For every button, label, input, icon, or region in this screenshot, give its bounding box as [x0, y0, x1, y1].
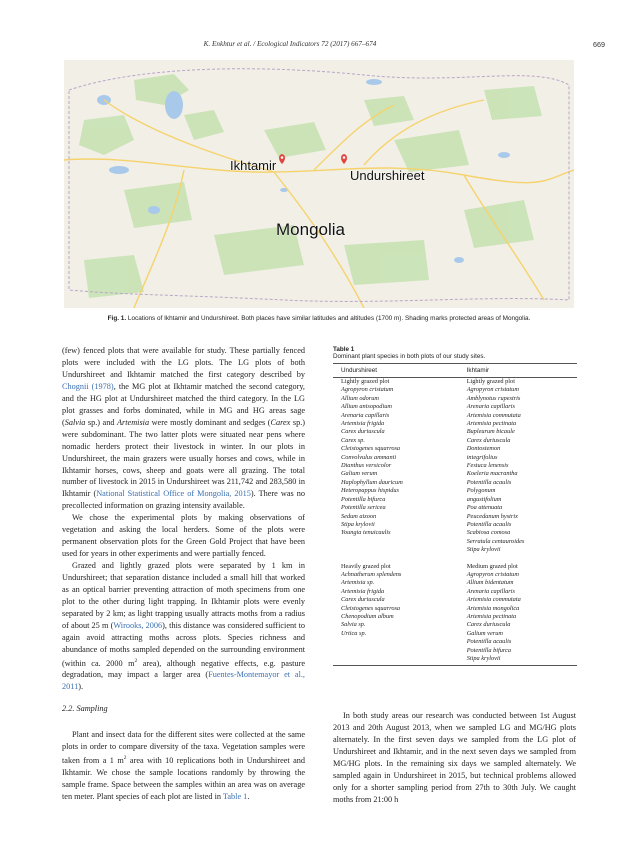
table-row	[333, 596, 577, 604]
table-cell: Heavily grazed plot	[341, 562, 391, 570]
table-cell: Dianthus versicolor	[341, 462, 392, 470]
table-cell: Stipa krylovii	[341, 520, 375, 528]
table-link[interactable]: Table 1	[222, 791, 248, 801]
table-cell: Agropyron cristatum	[466, 570, 519, 578]
table-row	[333, 395, 577, 403]
table-subtitle: Dominant plant species in both plots of our study sites.	[333, 353, 486, 360]
table-cell: Allium bidentatum	[466, 579, 514, 587]
table-row	[333, 496, 577, 504]
table-row	[333, 563, 577, 571]
table-cell: Peucedanum hystrix	[466, 512, 518, 520]
table-cell: Stipa krylovii	[466, 546, 501, 554]
table-cell: Arenaria capillaris	[466, 403, 515, 411]
table-cell	[333, 546, 459, 554]
table-cell: Amblynotus rupestris	[466, 394, 521, 402]
table-cell: Achnatherum splendens	[341, 570, 402, 578]
table-cell: integrifolius	[466, 453, 498, 461]
table-cell: Agropyron cristatum	[341, 386, 394, 394]
table-cell: Potentilla acaulis	[466, 478, 512, 486]
table-cell: Carex duriuscula	[466, 436, 511, 444]
table-cell: Potentilla bifurca	[466, 646, 512, 654]
table-row	[333, 403, 577, 411]
table-cell: Stipa krylovii	[459, 655, 577, 666]
table-row	[333, 386, 577, 394]
table-row	[333, 647, 577, 655]
table-row	[333, 437, 577, 445]
table-row	[333, 529, 577, 537]
label-undurshireet: Undurshireet	[350, 168, 425, 183]
left-column	[62, 345, 305, 803]
table-cell: Artemisia sp.	[341, 579, 375, 587]
table-cell: Bupleurum bicaule	[466, 428, 515, 436]
table-cell: Youngia tenuicaulis	[341, 529, 391, 537]
table-cell: Convolvulus ammanii	[341, 453, 397, 461]
paragraph: Grazed and lightly grazed plots were separated by 1 km in Undurshireet; that separation distance included a small hill that worked as an optical barrier preventing attraction of moth specimens from one plot to the other during light trapping. In Ikhtamir plots were evenly separated by 2 km; as light trapping usually attracts moths from a radius of about 25 m (Wirooks, 2006), this distance was considered sufficient to again avoid attracting moths across plots. Species richness and abundance of moths sampled depended on the surrounding environment (within ca. 2000 $m^2$ area), although negative effects, e.g. pasture degradation, may impact a larger area (Fuentes-Montemayor et al., 2011).	[62, 561, 305, 692]
table-row	[333, 579, 577, 587]
table-cell: Urtica sp.	[341, 629, 367, 637]
table-cell: Arenaria capillaris	[466, 587, 515, 595]
table-cell: Cleistogenes squarrosa	[341, 445, 401, 453]
table-cell	[333, 538, 459, 546]
table-title: Table 1	[333, 346, 355, 353]
table-row	[333, 546, 577, 554]
citation-link[interactable]: Wirooks, 2006	[113, 620, 163, 630]
table-row	[333, 613, 577, 621]
table-row	[333, 621, 577, 629]
label-ikhtamir: Ikhtamir	[230, 158, 277, 173]
table-cell: Potentilla acaulis	[466, 520, 512, 528]
table-cell: Polygonum	[466, 487, 496, 495]
table-cell: Cleistogenes squarrosa	[341, 604, 401, 612]
table-cell: Medium grazed plot	[466, 562, 518, 570]
citation-link[interactable]: Chognii (1978)	[62, 381, 114, 391]
table-cell: Agropyron cristatum	[466, 386, 519, 394]
table-cell: Festuca lenensis	[466, 462, 509, 470]
figure-caption	[64, 315, 574, 322]
table-row	[333, 630, 577, 638]
table-cell	[333, 638, 459, 646]
table-cell: Artemisia frigida	[341, 420, 385, 428]
table-cell: Sedum aizoon	[341, 512, 377, 520]
section-heading: 2.2. Sampling	[62, 704, 108, 714]
table-header: Ikhtamir	[459, 364, 577, 378]
species-table	[333, 363, 577, 666]
table-row	[333, 555, 577, 563]
table-cell: Scabiosa comosa	[466, 529, 511, 537]
figure-label: Fig. 1.	[107, 315, 127, 322]
table-cell: Artemisia pectinata	[466, 420, 517, 428]
table-cell: Galium verum	[466, 629, 503, 637]
table-row	[333, 571, 577, 579]
paragraph: In both study areas our research was conducted between 1st August 2013 and 20th August 2013, when we sampled LG and MG/HG plots alternately. In the first seven days we sampled from the LG plot of Undurshireet and Ikhtamir, and in the next seven days we sampled from MG/HG plots. In the remaining six days we sampled alternately. We sampled again in Undurshireet in 2015, but technical problems allowed only for a shorter sampling period from 27th to 30th July. We caught moths from 21:00 h	[333, 711, 576, 804]
table-row	[333, 420, 577, 428]
table-cell: Poa attenuata	[466, 504, 503, 512]
paragraph: (few) fenced plots that were available for study. These partially fenced plots were included with the LG plots. The LG plots of both Undurshireet and Ikhtamir matched the first category described by Chognii (1978), the MG plot at Ikhtamir matched the second category, and the HG plot at Undurshireet matched the third category. In the LG plot grasses and forbs dominated, while in MG and HG areas sage (Salvia sp.) and Artemisia were mostly dominant and sedges (Carex sp.) were subdominant. The two latter plots were situated near pens where nomadic herders protect their livestock in winter. In our plots in Undurshireet, the main grazers were usually horses and cows, while in Ikhtamir horses, cows, sheep and goats were all grazing. The total number of livestock in 2015 in Undurshireet was 211,742 and 283,580 in Ikhtamir (National Statistical Office of Mongolia, 2015). There was no precollected information on grazing intensity available.	[62, 346, 306, 511]
table-cell: Artemisia pectinata	[466, 612, 517, 620]
table-row	[333, 470, 577, 478]
table-cell: Lightly grazed plot	[466, 378, 515, 385]
table-row	[333, 454, 577, 462]
table-cell	[333, 647, 459, 655]
table-cell: Carex duriuscula	[341, 428, 385, 436]
table-row	[333, 638, 577, 646]
paragraph: We chose the experimental plots by making observations of vegetation and asking the local herders. Some of the plots were permanent observation plots for the Green Gold Project that have been used for years in other experiments and were partially fenced.	[62, 513, 305, 559]
table-cell: Carex duriuscula	[341, 596, 385, 604]
table-cell: Artemisia commutata	[466, 411, 521, 419]
figure-caption-text: Locations of Ikhtamir and Undurshireet. Both places have similar latitudes and altitudes (1700 m). Shading marks protected areas of Mongolia.	[126, 315, 531, 322]
table-cell: Potentilla bifurca	[341, 495, 386, 503]
table-cell: Serratula centauroides	[466, 537, 525, 545]
citation-link[interactable]: Fuentes-Montemayor et al., 2011	[62, 670, 305, 692]
paragraph: Plant and insect data for the different sites were collected at the same plots in order to compare diversity of the taxa. Vegetation samples were taken from a 1 $m^2$ area with 10 replications both in Undurshireet and Ikhtamir. We chose the sample locations randomly by throwing the sample frame. Space between the samples within an area was on average ten meter. Plant species of each plot are listed in Table 1.	[62, 730, 306, 801]
table-cell: Allium odorum	[341, 394, 379, 402]
table-cell: Lightly grazed plot	[341, 378, 390, 385]
table-cell: Artemisia mongolica	[466, 604, 520, 612]
table-row	[333, 605, 577, 613]
table-row	[333, 462, 577, 470]
table-cell: Carex sp.	[341, 436, 365, 444]
location-map	[64, 60, 574, 308]
table-row	[333, 655, 577, 666]
table-row	[333, 487, 577, 495]
table-cell	[333, 655, 459, 666]
table-row	[333, 588, 577, 596]
table-cell: Potentilla acaulis	[466, 638, 512, 646]
page-number: 669	[593, 40, 605, 49]
table-header: Undurshireet	[333, 364, 459, 378]
table-cell	[459, 555, 577, 563]
table-row	[333, 445, 577, 453]
table-cell: Artemisia commutata	[466, 596, 521, 604]
table-row	[333, 428, 577, 436]
table-cell	[333, 555, 459, 563]
table-cell: Salvia sp.	[341, 621, 366, 629]
table-cell: Allium anisopodium	[341, 403, 392, 411]
table-cell: Dontostemon	[466, 445, 501, 453]
right-column	[333, 710, 576, 806]
table-cell: Chenopodium album	[341, 612, 394, 620]
table-row	[333, 504, 577, 512]
table-cell: Potentilla sericea	[341, 504, 386, 512]
table-row	[333, 513, 577, 521]
table-row	[333, 412, 577, 420]
table-row	[333, 479, 577, 487]
table-cell: Carex duriuscula	[466, 621, 511, 629]
table-row	[333, 538, 577, 546]
table-cell: Arenaria capillaris	[341, 411, 390, 419]
table-cell: angustifolium	[466, 495, 502, 503]
citation-link[interactable]: National Statistical Office of Mongolia, 2015	[96, 489, 251, 499]
label-mongolia: Mongolia	[276, 220, 345, 239]
table-row	[333, 521, 577, 529]
table-cell: Artemisia frigida	[341, 587, 385, 595]
table-cell: Heteropappus hispidus	[341, 487, 400, 495]
table-cell: Koeleria macrantha	[466, 470, 518, 478]
table-cell: Galium verum	[341, 470, 378, 478]
table-row	[333, 378, 577, 387]
table-1	[333, 346, 577, 666]
running-head: K. Enkhtur et al. / Ecological Indicators 72 (2017) 667–674	[203, 40, 377, 48]
table-cell: Haplophyllum dauricum	[341, 478, 403, 486]
